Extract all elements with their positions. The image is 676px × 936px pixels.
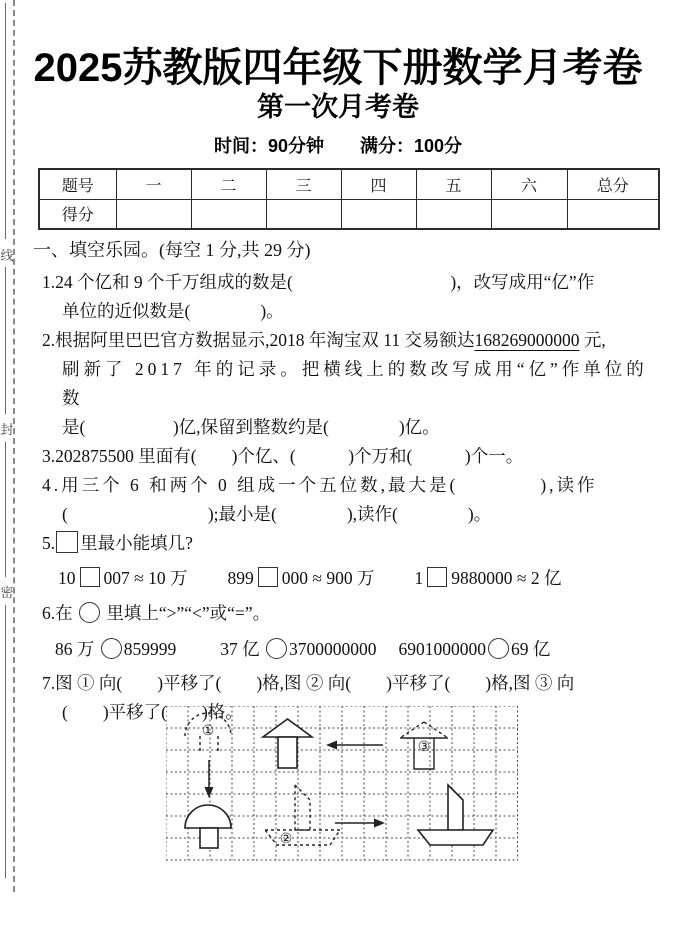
score-table-header-row (39, 169, 659, 199)
q6-item-text: 37 亿 (220, 639, 264, 659)
q6-compare-circle (79, 602, 100, 623)
score-table (38, 168, 660, 230)
score-table-cell: 一 (116, 169, 191, 199)
q6-item-2 (220, 639, 376, 659)
question-7-line-1: 7.图 ① 向( )平移了( )格,图 ② 向( )平移了( )格,图 ③ 向 (42, 673, 575, 693)
seal-char-feng: 封 (0, 422, 14, 437)
q2-underlined-number: 168269000000 (474, 330, 580, 350)
score-table-cell: 总分 (567, 169, 659, 199)
question-1-line-1: 1.24 个亿和 9 个千万组成的数是( )，改写成用“亿”作 (42, 272, 595, 292)
score-table-cell: 五 (416, 169, 491, 199)
solid-mushroom (185, 805, 231, 848)
q6-text: 6.在 (42, 603, 77, 623)
score-blank-cell (491, 199, 567, 229)
q5-item-text: 9880000 ≈ 2 亿 (451, 568, 562, 588)
q6-item-text: 3700000000 (289, 639, 377, 659)
q5-item-text: 000 ≈ 900 万 (281, 568, 375, 588)
score-row-label: 得分 (39, 199, 116, 229)
figure-label-1: ① (201, 724, 215, 739)
questions-block (33, 268, 663, 727)
question-5-line-1 (42, 529, 663, 558)
score-table-cell: 二 (191, 169, 266, 199)
score-table-cell: 三 (266, 169, 341, 199)
seal-line-segment (5, 267, 6, 414)
q5-answer-box (258, 567, 278, 587)
score-table-cell: 题号 (39, 169, 116, 199)
solid-up-arrow (263, 719, 312, 768)
seal-line-segment (5, 442, 6, 577)
score-blank-cell (116, 199, 191, 229)
translation-grid-figure (166, 706, 518, 861)
seal-char-xian: 线 (0, 248, 14, 263)
time-score-info: 时间：90分钟 满分：100分 (213, 136, 463, 156)
q2-text: 元, (579, 330, 606, 350)
question-2-line-1 (42, 326, 663, 355)
q6-compare-circle (266, 638, 287, 659)
q5-text: 里最小能填几? (80, 533, 193, 553)
q5-item-3 (414, 568, 561, 588)
score-blank-cell (341, 199, 416, 229)
question-7-line-2: ( )平移了( )格。 (62, 702, 243, 722)
left-arrow (326, 741, 383, 750)
score-blank-cell (567, 199, 659, 229)
question-3-line-1: 3.202875500 里面有( )个亿、( )个万和( )个一。 (42, 446, 524, 466)
question-5-items (58, 564, 663, 593)
score-table-cell: 六 (491, 169, 567, 199)
score-blank-cell (191, 199, 266, 229)
q6-item-3 (399, 639, 551, 659)
q5-item-text: 10 (58, 568, 76, 588)
question-2-line-3: 是( )亿,保留到整数约是( )亿。 (62, 417, 440, 437)
seal-line-segment (5, 605, 6, 878)
q5-answer-box (56, 531, 78, 553)
score-table-cell: 四 (341, 169, 416, 199)
q5-number: 5. (42, 533, 56, 553)
question-2-line-2: 刷新了 2017 年的记录。把横线上的数改写成用“亿”作单位的数 (62, 359, 648, 408)
score-blank-cell (266, 199, 341, 229)
q5-item-1 (58, 568, 187, 588)
question-4-line-2: ( );最小是( ),读作( )。 (62, 504, 492, 524)
q6-item-text: 6901000000 (398, 639, 486, 659)
q6-compare-circle (488, 638, 509, 659)
q5-answer-box (80, 567, 100, 587)
q6-item-text: 859999 (123, 639, 177, 659)
q5-item-2 (227, 568, 374, 588)
q6-item-text: 86 万 (55, 639, 99, 659)
seal-dashed-line (13, 0, 15, 892)
q6-item-1 (55, 639, 176, 659)
question-4-line-1: 4.用三个 6 和两个 0 组成一个五位数,最大是( ),读作 (42, 475, 598, 495)
q6-item-text: 69 亿 (511, 639, 551, 659)
question-1-line-2: 单位的近似数是( )。 (62, 301, 284, 321)
q6-text: 里填上“>”“<”或“=”。 (102, 603, 271, 623)
q5-answer-box (427, 567, 447, 587)
q6-compare-circle (101, 638, 122, 659)
score-blank-cell (416, 199, 491, 229)
figure-label-2: ② (279, 832, 293, 847)
figure-label-3: ③ (417, 740, 431, 755)
q5-item-text: 007 ≈ 10 万 (103, 568, 188, 588)
q2-text: 2.根据阿里巴巴官方数据显示,2018 年淘宝双 11 交易额达 (42, 330, 475, 350)
page-title: 2025苏教版四年级下册数学月考卷 (33, 46, 643, 90)
down-arrow (205, 760, 214, 798)
question-6-line-1 (42, 599, 663, 628)
question-6-items (55, 635, 663, 664)
q5-item-text: 1 (414, 568, 424, 588)
score-table-score-row (39, 199, 659, 229)
seal-line-segment (5, 3, 6, 239)
page-subtitle: 第一次月考卷 (257, 92, 419, 122)
section-1-heading: 一、填空乐园。(每空 1 分,共 29 分) (33, 240, 311, 260)
seal-char-mi: 密 (0, 585, 14, 600)
q5-item-text: 899 (227, 568, 254, 588)
